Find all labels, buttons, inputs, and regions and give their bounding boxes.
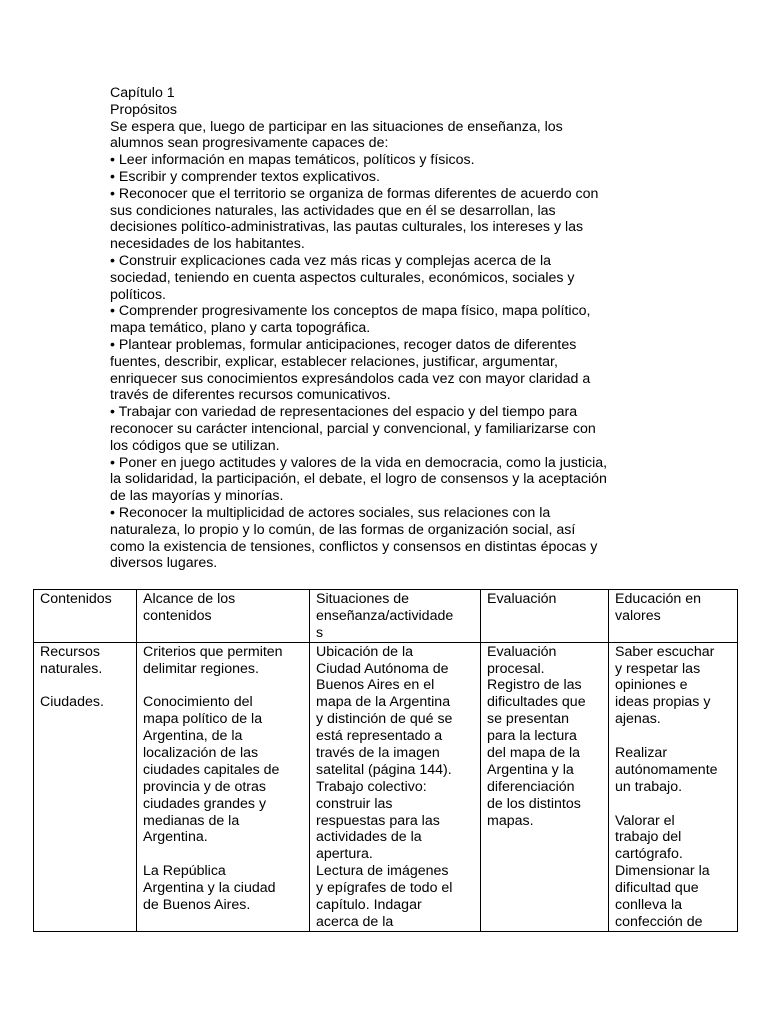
table-cell-line (40, 677, 136, 694)
text-line: políticos. (110, 286, 166, 303)
table-cell-line: Criterios que permiten (143, 643, 283, 660)
table-cell-line: ideas propias y (615, 694, 711, 711)
table-cell (310, 642, 481, 931)
header-cell-line: valores (615, 607, 661, 624)
table-cell-line: Ubicación de la (316, 643, 414, 660)
table-header-row (34, 590, 738, 643)
table-cell-line: procesal. (487, 660, 545, 677)
table-row (34, 642, 738, 931)
table-cell-line: capítulo. Indagar (316, 897, 422, 914)
table-cell-line: Evaluación (487, 643, 557, 660)
header-cell-line: Contenidos (40, 591, 112, 607)
text-line: sociedad, teniendo en cuenta aspectos culturales, económicos, sociales y (110, 269, 575, 286)
purposes-text (110, 85, 670, 572)
table-cell-line: Argentina y la ciudad (143, 880, 276, 897)
text-line: los códigos que se utilizan. (110, 437, 280, 454)
table-cell-line: trabajo del (615, 829, 682, 846)
table-cell-line (143, 677, 309, 694)
table-cell-line: Argentina, de la (143, 728, 243, 745)
table-cell-line: naturales. (40, 660, 103, 677)
table-cell-line: localización de las (143, 745, 259, 762)
text-line: decisiones político-administrativas, las pautas culturales, los intereses y las (110, 219, 584, 236)
table-cell-line: acerca de la (316, 913, 394, 930)
table-cell-line: Buenos Aires en el (316, 677, 435, 694)
table-cell-line (615, 796, 737, 813)
table-cell-line: apertura. (316, 846, 373, 863)
table-cell-line: ajenas. (615, 711, 661, 728)
table-cell-line: confección de (615, 913, 703, 930)
text-line: • Leer información en mapas temáticos, políticos y físicos. (110, 152, 475, 169)
table-cell-line: actividades de la (316, 829, 422, 846)
table-cell-line: delimitar regiones. (143, 660, 259, 677)
text-line: necesidades de los habitantes. (110, 236, 305, 253)
curriculum-table (33, 589, 738, 932)
text-line: Se espera que, luego de participar en las situaciones de enseñanza, los (110, 118, 563, 135)
table-cell (137, 642, 310, 931)
text-line: • Poner en juego actitudes y valores de la vida en democracia, como la justicia, (110, 454, 608, 471)
table-cell-line: ciudades capitales de (143, 761, 280, 778)
table-cell-line: Argentina y la (487, 761, 574, 778)
table-cell-line: medianas de la (143, 812, 240, 829)
table-cell-line: autónomamente (615, 761, 718, 778)
header-cell (137, 590, 310, 643)
table-cell-line: para la lectura (487, 728, 577, 745)
header-cell-line: Educación en (615, 591, 701, 607)
table-cell-line: de Buenos Aires. (143, 897, 251, 914)
table-cell (609, 642, 738, 931)
table-cell-line: y epígrafes de todo el (316, 880, 453, 897)
text-line: • Reconocer la multiplicidad de actores sociales, sus relaciones con la (110, 504, 551, 521)
table-cell-line: Dimensionar la (615, 863, 710, 880)
text-line: enriquecer sus conocimientos expresándolos cada vez con mayor claridad a (110, 370, 591, 387)
chapter-title: Capítulo 1 (110, 85, 175, 101)
table-cell-line: un trabajo. (615, 778, 683, 795)
text-line: • Escribir y comprender textos explicativos. (110, 168, 380, 185)
header-cell-line: Situaciones de (316, 591, 410, 607)
table-cell-line: construir las (316, 795, 393, 812)
table-cell-line: está representado a (316, 728, 443, 745)
text-line: • Construir explicaciones cada vez más ricas y complejas acerca de la (110, 252, 552, 269)
table-cell-line: opiniones e (615, 677, 688, 694)
table-cell-line: mapa de la Argentina (316, 694, 451, 711)
header-cell (481, 590, 609, 643)
table-cell-line: y respetar las (615, 660, 701, 677)
header-cell-line: enseñanza/actividade (316, 607, 454, 624)
table-cell-line: conlleva la (615, 897, 683, 914)
table-cell-line: La República (143, 863, 226, 880)
table-cell-line: y distinción de qué se (316, 711, 453, 728)
table-cell-line: provincia y de otras (143, 778, 267, 795)
table-cell-line: respuestas para las (316, 812, 440, 829)
text-line: alumnos sean progresivamente capaces de: (110, 135, 389, 152)
text-line: • Reconocer que el territorio se organiza de formas diferentes de acuerdo con (110, 185, 599, 202)
table-cell-line: Conocimiento del (143, 694, 253, 711)
table-cell-line: dificultad que (615, 880, 699, 897)
table-cell-line: Valorar el (615, 812, 675, 829)
table-cell-line: satelital (página 144). (316, 761, 452, 778)
section-heading: Propósitos (110, 101, 178, 118)
text-line: diversos lugares. (110, 555, 218, 572)
table-cell-line: de los distintos (487, 795, 581, 812)
text-line: naturaleza, lo propio y lo común, de las formas de organización social, así (110, 521, 576, 538)
table-cell-line: diferenciación (487, 778, 575, 795)
text-line: reconocer su carácter intencional, parcial y convencional, y familiarizarse con (110, 420, 596, 437)
table-cell-line: Saber escuchar (615, 643, 715, 660)
text-line: como la existencia de tensiones, conflictos y consensos en distintas épocas y (110, 538, 598, 555)
table-cell-line: mapas. (487, 812, 534, 829)
header-cell-line: contenidos (143, 607, 212, 624)
header-cell (609, 590, 738, 643)
table-cell-line: Realizar (615, 745, 668, 762)
table-cell-line: se presentan (487, 711, 570, 728)
table-cell-line: Registro de las (487, 677, 582, 694)
table-cell-line: través de la imagen (316, 745, 440, 762)
table-cell-line: mapa político de la (143, 711, 263, 728)
header-cell-line: s (316, 624, 324, 641)
text-line: mapa temático, plano y carta topográfica. (110, 320, 371, 337)
table-cell (34, 642, 137, 931)
text-line: la solidaridad, la participación, el debate, el logro de consensos y la aceptación (110, 471, 607, 488)
table-cell-line: cartógrafo. (615, 846, 683, 863)
table-cell-line: Ciudades. (40, 694, 104, 711)
text-line: • Plantear problemas, formular anticipaciones, recoger datos de diferentes (110, 336, 577, 353)
table-cell-line: Ciudad Autónoma de (316, 660, 449, 677)
table-cell (481, 642, 609, 931)
text-line: fuentes, describir, explicar, establecer relaciones, justificar, argumentar, (110, 353, 558, 370)
text-line: través de diferentes recursos comunicativos. (110, 387, 391, 404)
text-line: de las mayorías y minorías. (110, 488, 284, 505)
header-cell-line: Alcance de los (143, 591, 236, 607)
table-cell-line: Argentina. (143, 829, 208, 846)
table-cell-line: ciudades grandes y (143, 795, 267, 812)
table-cell-line (143, 846, 309, 863)
table-cell-line: del mapa de la (487, 745, 581, 762)
text-line: sus condiciones naturales, las actividades que en él se desarrollan, las (110, 202, 556, 219)
header-cell (34, 590, 137, 643)
header-cell (310, 590, 481, 643)
table-cell-line: dificultades que (487, 694, 586, 711)
text-line: • Trabajar con variedad de representaciones del espacio y del tiempo para (110, 404, 578, 421)
table-cell-line: Recursos (40, 643, 100, 660)
text-line: • Comprender progresivamente los conceptos de mapa físico, mapa político, (110, 303, 591, 320)
header-cell-line: Evaluación (487, 591, 557, 607)
table-cell-line: Trabajo colectivo: (316, 778, 427, 795)
table-cell-line (615, 728, 737, 745)
table-cell-line: Lectura de imágenes (316, 863, 449, 880)
